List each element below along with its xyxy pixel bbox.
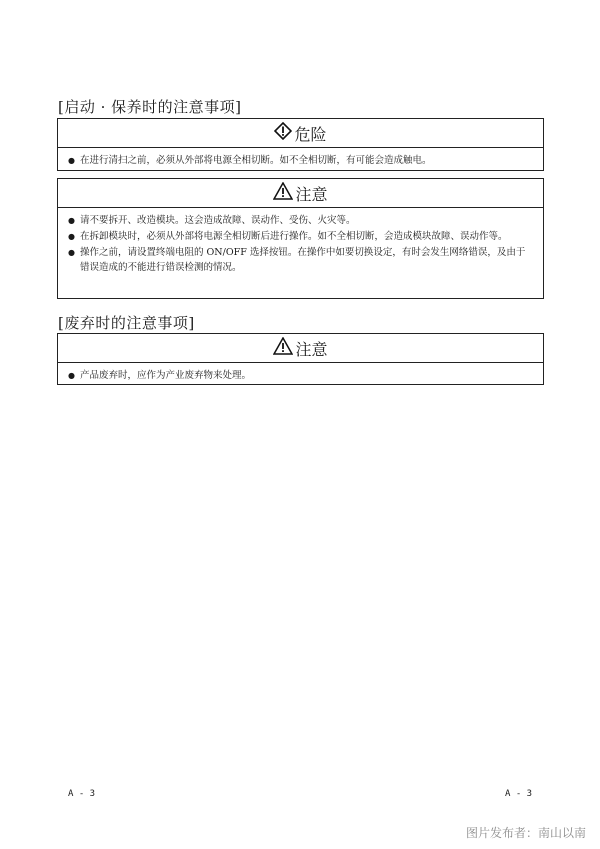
bullet-icon: ● bbox=[68, 156, 75, 165]
warning-triangle-icon bbox=[273, 337, 295, 359]
page-number-left: A - 3 bbox=[68, 789, 96, 799]
danger-title: 危险 bbox=[294, 124, 327, 144]
caution-title: 注意 bbox=[295, 184, 328, 204]
list-item: ● 操作之前，请设置终端电阻的 ON/OFF 选择按钮。在操作中如要切换设定，有时会发生网络错误，及由于错误造成的不能进行错误检测的情况。 bbox=[68, 247, 526, 273]
list-item: ● 在拆卸模块时，必须从外部将电源全相切断后进行操作。如不全相切断，会造成模块故障、误动作等。 bbox=[68, 231, 508, 242]
bullet-icon: ● bbox=[68, 248, 75, 257]
bullet-icon: ● bbox=[68, 371, 75, 380]
caution-box-maintenance bbox=[57, 178, 544, 299]
section-title-maintenance: [启动 · 保养时的注意事项] bbox=[58, 98, 242, 116]
danger-box bbox=[57, 118, 544, 171]
section-title-disposal: [废弃时的注意事项] bbox=[58, 314, 195, 332]
list-item: ● 在进行清扫之前，必须从外部将电源全相切断。如不全相切断，有可能会造成触电。 bbox=[68, 155, 432, 166]
page-number-right: A - 3 bbox=[505, 789, 533, 799]
caution-title: 注意 bbox=[295, 339, 328, 359]
caution-box-disposal bbox=[57, 333, 544, 385]
caution-header bbox=[58, 334, 543, 363]
danger-diamond-icon bbox=[274, 122, 294, 144]
list-item: ● 产品废弃时，应作为产业废弃物来处理。 bbox=[68, 370, 252, 381]
warning-triangle-icon bbox=[273, 182, 295, 204]
caution-header bbox=[58, 179, 543, 208]
bullet-icon: ● bbox=[68, 232, 75, 241]
publisher-watermark: 图片发布者：南山以南 bbox=[465, 826, 586, 840]
bullet-icon: ● bbox=[68, 216, 75, 225]
list-item: ● 请不要拆开、改造模块。这会造成故障、误动作、受伤、火灾等。 bbox=[68, 215, 356, 226]
danger-header bbox=[58, 119, 543, 148]
